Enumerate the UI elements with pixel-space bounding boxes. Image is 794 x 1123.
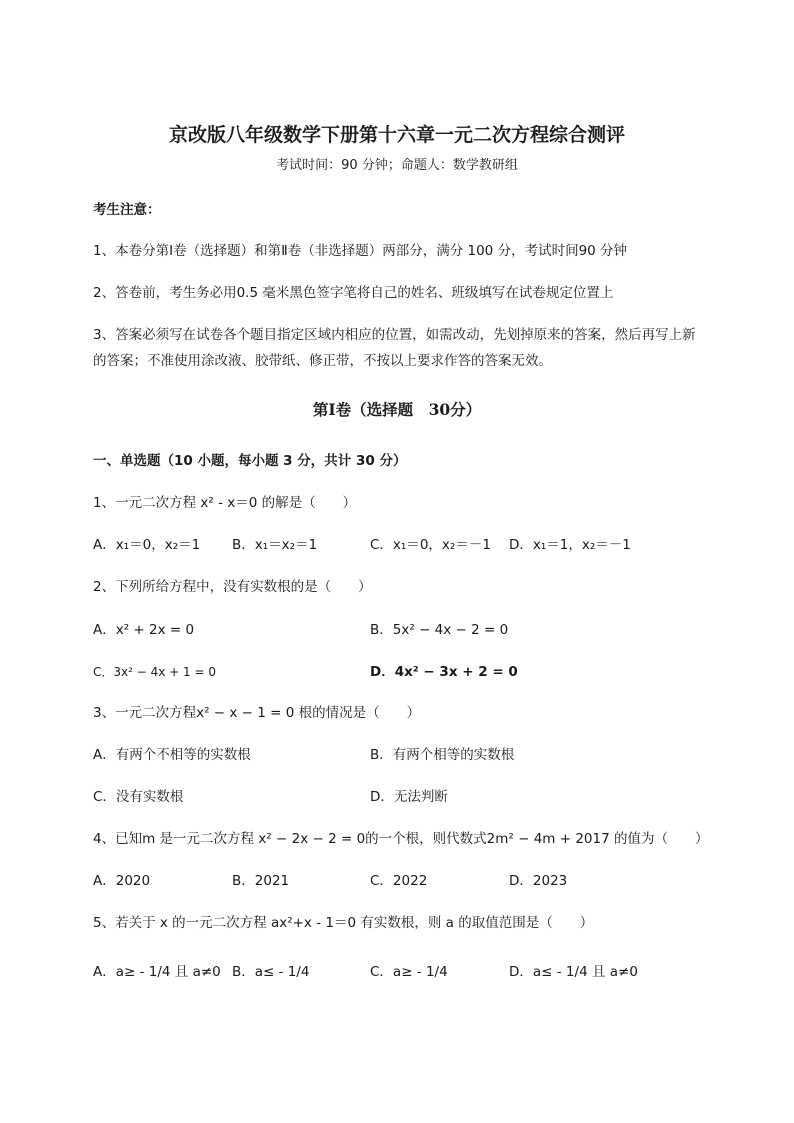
q3-option-b[interactable]: B．有两个相等的实数根 — [370, 747, 515, 763]
question-1-stem: 1、一元二次方程 x² - x＝0 的解是（ ） — [93, 495, 357, 511]
q5-option-c[interactable]: C．a≥ - 1/4 — [370, 964, 448, 980]
notice-item-1: 1、本卷分第Ⅰ卷（选择题）和第Ⅱ卷（非选择题）两部分，满分 100 分，考试时间90 分钟 — [93, 243, 628, 259]
question-3-stem: 3、一元二次方程x² − x − 1 = 0 根的情况是（ ） — [93, 705, 421, 721]
notice-item-3: 3、答案必须写在试卷各个题目指定区域内相应的位置，如需改动，先划掉原来的答案，然后再写上新 — [93, 327, 696, 343]
q3-option-d[interactable]: D．无法判断 — [370, 789, 448, 805]
q4-option-c[interactable]: C．2022 — [370, 873, 428, 889]
q2-option-d[interactable]: D．4x² − 3x + 2 = 0 — [370, 664, 518, 680]
q2-option-a[interactable]: A．x² + 2x = 0 — [93, 622, 195, 638]
q4-option-d[interactable]: D．2023 — [509, 873, 568, 889]
q5-option-a[interactable]: A．a≥ - 1/4 且 a≠0 — [93, 964, 221, 980]
q5-option-d[interactable]: D．a≤ - 1/4 且 a≠0 — [509, 964, 638, 980]
question-4-stem: 4、已知m 是一元二次方程 x² − 2x − 2 = 0的一个根，则代数式2m² − 4m + 2017 的值为（ ） — [93, 831, 709, 847]
question-2-stem: 2、下列所给方程中，没有实数根的是（ ） — [93, 579, 372, 595]
q1-option-b[interactable]: B．x₁＝x₂＝1 — [232, 537, 318, 553]
notice-item-3-cont: 的答案；不准使用涂改液、胶带纸、修正带，不按以上要求作答的答案无效。 — [93, 353, 552, 369]
q3-option-c[interactable]: C．没有实数根 — [93, 789, 184, 805]
q1-option-d[interactable]: D．x₁＝1，x₂＝－1 — [509, 537, 631, 553]
exam-subtitle: 考试时间：90 分钟；命题人：数学教研组 — [276, 158, 518, 173]
q2-option-c[interactable]: C．3x² − 4x + 1 = 0 — [93, 665, 216, 679]
q1-option-a[interactable]: A．x₁＝0，x₂＝1 — [93, 537, 201, 553]
part-heading: 一、单选题（10 小题，每小题 3 分，共计 30 分） — [93, 453, 407, 469]
notice-item-2: 2、答卷前，考生务必用0.5 毫米黑色签字笔将自己的姓名、班级填写在试卷规定位置上 — [93, 285, 614, 301]
section-title: 第Ⅰ卷（选择题 30分） — [312, 400, 482, 419]
q1-option-c[interactable]: C．x₁＝0，x₂＝－1 — [370, 537, 491, 553]
notice-heading: 考生注意： — [93, 202, 161, 218]
q3-option-a[interactable]: A．有两个不相等的实数根 — [93, 747, 251, 763]
exam-title: 京改版八年级数学下册第十六章一元二次方程综合测评 — [168, 124, 625, 146]
q4-option-b[interactable]: B．2021 — [232, 873, 290, 889]
q4-option-a[interactable]: A．2020 — [93, 873, 151, 889]
question-5-stem: 5、若关于 x 的一元二次方程 ax²+x - 1＝0 有实数根，则 a 的取值范围是（ ） — [93, 915, 594, 931]
q5-option-b[interactable]: B．a≤ - 1/4 — [232, 964, 310, 980]
q2-option-b[interactable]: B．5x² − 4x − 2 = 0 — [370, 622, 509, 638]
